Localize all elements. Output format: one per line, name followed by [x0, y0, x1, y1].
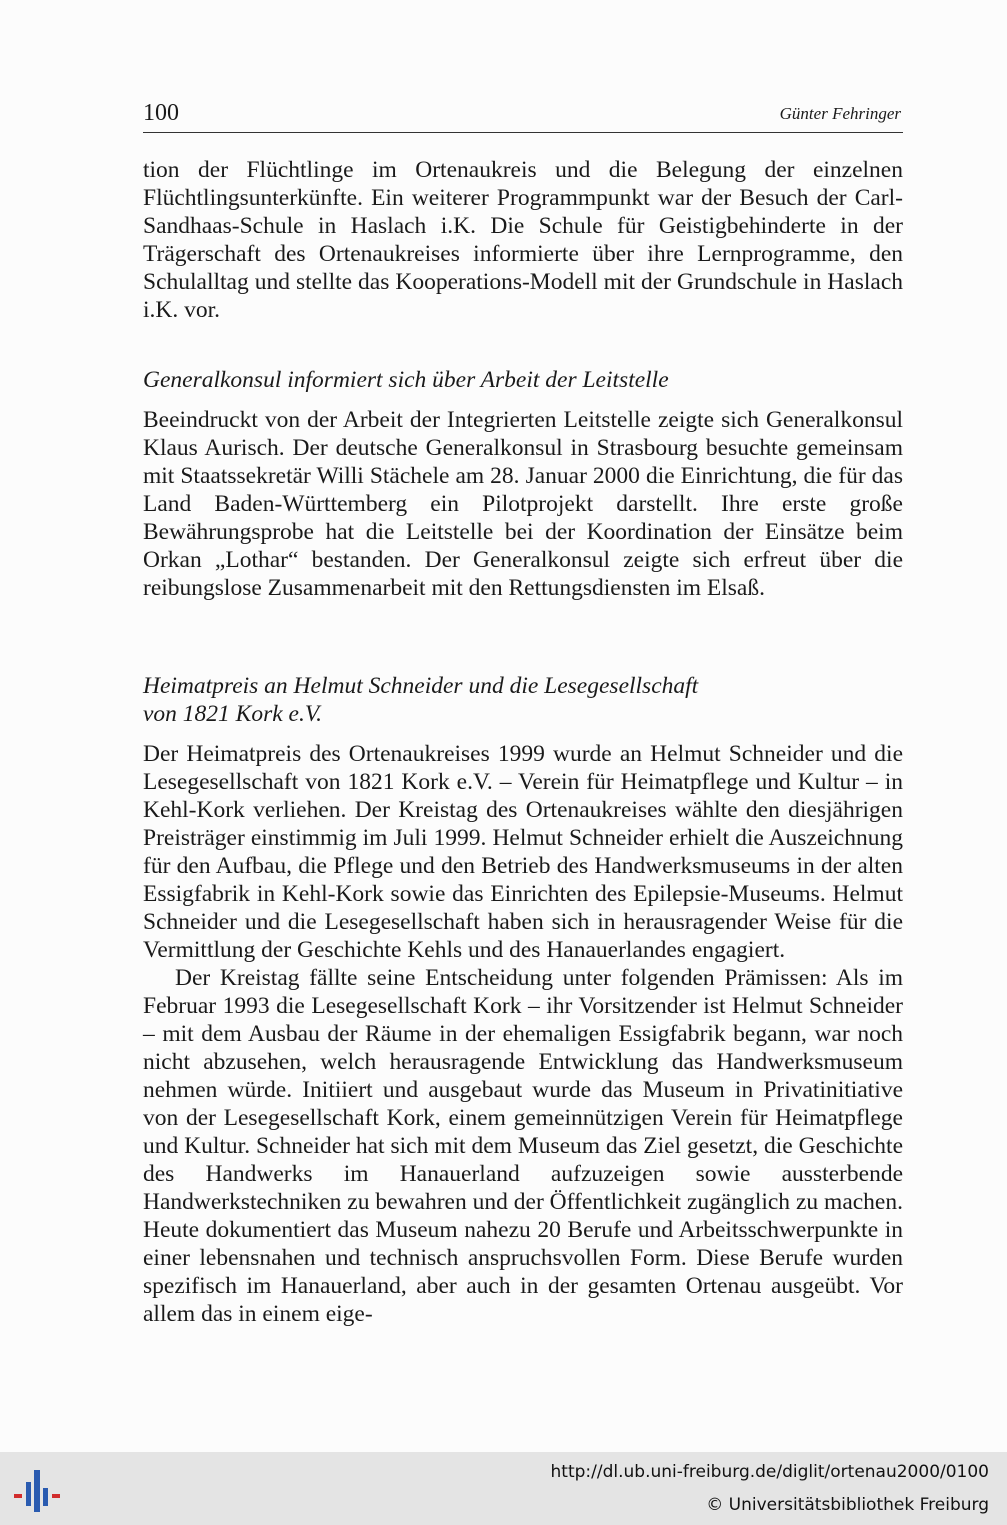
footer-copyright: © Universitätsbibliothek Freiburg: [706, 1495, 989, 1515]
library-footer: [0, 1452, 1007, 1525]
paragraph: Beeindruckt von der Arbeit der Integrierten Leitstelle zeigte sich Generalkonsul Klaus Aurisch. Der deutsche Generalkonsul in Strasbourg besuchte gemeinsam mit Staatssekretär Willi Stächele am 28. Januar 2000 die Einrichtung, die für das Land Baden-Württemberg ein Pilotprojekt darstellt. Ihre erste große Bewährungsprobe hat die Leitstelle bei der Koordination der Einsätze beim Orkan „Lothar“ bestanden. Der Generalkonsul zeigte sich erfreut über die reibungslose Zusammenarbeit mit den Rettungsdiensten im Elsaß.: [143, 407, 903, 601]
section-heading-generalkonsul: [143, 366, 903, 394]
section-heading-line: von 1821 Kork e.V.: [143, 701, 323, 727]
page-header: [143, 100, 903, 133]
section-heading-line: Heimatpreis an Helmut Schneider und die Lesegesellschaft: [143, 673, 699, 699]
paragraph: Der Heimatpreis des Ortenaukreises 1999 wurde an Helmut Schneider und die Lesegesellschaft von 1821 Kork e.V. – Verein für Heimatpflege und Kultur – in Kehl-Kork verliehen. Der Kreistag des Ortenaukreises wählte den diesjährigen Preisträger einstimmig im Juli 1999. Helmut Schneider erhielt die Auszeichnung für den Aufbau, die Pflege und den Betrieb des Handwerksmuseums in der alten Essigfabrik in Kehl-Kork sowie das Einrichten des Epilepsie-Museums. Helmut Schneider und die Lesegesellschaft haben sich in herausragender Weise für die Vermittlung der Geschichte Kehls und des Hanauerlandes engagiert.: [143, 741, 903, 963]
paragraph: Der Kreistag fällte seine Entscheidung unter folgenden Prämissen: Als im Februar 1993 die Lesegesellschaft Kork – ihr Vorsitzender ist Helmut Schneider – mit dem Ausbau der Räume in der ehemaligen Essigfabrik begann, war noch nicht abzusehen, welch herausragende Entwicklung das Handwerksmuseum nehmen würde. Initiiert und ausgebaut wurde das Museum in Privatinitiative von der Lesegesellschaft Kork, einem gemeinnützigen Verein für Heimatpflege und Kultur. Schneider hat sich mit dem Museum das Ziel gesetzt, die Geschichte des Handwerks im Hanauerland aufzuzeigen sowie aussterbende Handwerkstechniken zu bewahren und der Öffentlichkeit zugänglich zu machen. Heute dokumentiert das Museum nahezu 20 Berufe und Arbeitsschwerpunkte in einer lebensnahen und technisch anspruchsvollen Form. Diese Berufe wurden spezifisch im Hanauerland, aber auch in der gesamten Ortenau ausgeübt. Vor allem das in einem eige-: [143, 965, 903, 1327]
intro-paragraph: tion der Flüchtlinge im Ortenaukreis und die Belegung der einzelnen Flüchtlingsunterkünfte. Ein weiterer Programmpunkt war der Besuch der Carl-Sandhaas-Schule in Haslach i.K. Die Schule für Geistigbehinderte in der Trägerschaft des Ortenaukreises informierte über ihre Lernprogramme, den Schulalltag und stellte das Kooperations-Modell mit der Grundschule in Haslach i.K. vor.: [143, 157, 903, 323]
page-number: 100: [143, 100, 179, 126]
section-heading-text: Generalkonsul informiert sich über Arbeit der Leitstelle: [143, 367, 669, 393]
section-heimatpreis-body: [143, 740, 903, 1328]
section-generalkonsul-body: [143, 406, 903, 602]
footer-url-link[interactable]: http://dl.ub.uni-freiburg.de/diglit/ortenau2000/0100: [550, 1462, 989, 1482]
intro-paragraph-block: [143, 156, 903, 324]
section-heading-heimatpreis: [143, 672, 903, 728]
ub-freiburg-logo-icon: [12, 1466, 64, 1514]
running-head-author: Günter Fehringer: [779, 104, 901, 123]
